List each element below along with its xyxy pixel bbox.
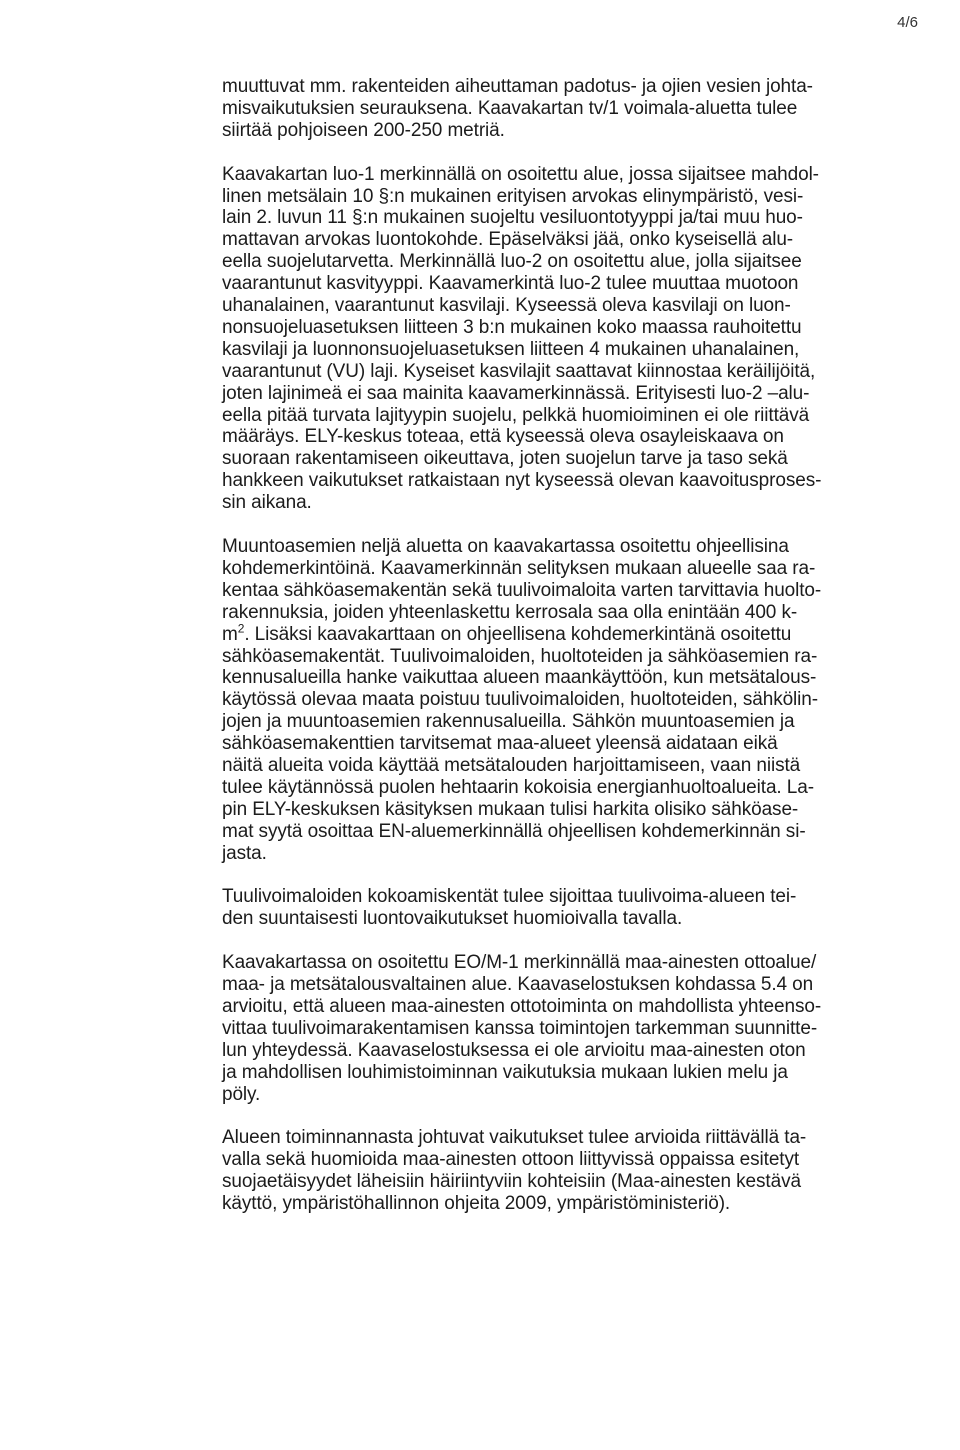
text-line: rakennuksia, joiden yhteenlaskettu kerrosala saa olla enintään 400 k-: [222, 601, 798, 623]
text-line: vaarantunut (VU) laji. Kyseiset kasvilajit saattavat kiinnostaa keräilijöitä,: [222, 360, 816, 382]
paragraph-4: [222, 886, 927, 930]
text-fragment: . Lisäksi kaavakarttaan on ohjeellisena kohdemerkintänä osoitettu: [244, 623, 792, 645]
text-fragment: m: [222, 623, 238, 645]
paragraph-6: [222, 1127, 927, 1215]
paragraph-3: [222, 536, 927, 865]
text-line: kentaa sähköasemakentän sekä tuulivoimaloita varten tarvittavia huolto-: [222, 579, 822, 601]
text-line: vaarantunut kasvityyppi. Kaavamerkintä luo-2 tulee muuttaa muotoon: [222, 273, 799, 295]
text-line: lain 2. luvun 11 §:n mukainen suojeltu vesiluontotyyppi ja/tai muu huo-: [222, 207, 803, 229]
paragraph-1: [222, 76, 927, 142]
text-line: uhanalainen, vaarantunut kasvilaji. Kyseessä oleva kasvilaji on luon-: [222, 295, 791, 317]
text-line: nonsuojeluasetuksen liitteen 3 b:n mukainen koko maassa rauhoitettu: [222, 316, 802, 338]
paragraph-2: [222, 164, 927, 515]
text-line-with-superscript: [222, 621, 927, 646]
text-line: näitä alueita voida käyttää metsätalouden harjoittamiseen, vaan niistä: [222, 755, 801, 777]
text-line: Muuntoasemien neljä aluetta on kaavakartassa osoitettu ohjeellisina: [222, 536, 789, 557]
text-line: käytössä olevaa maata poistuu tuulivoimaloiden, huoltoteiden, sähkölin-: [222, 689, 818, 711]
text-line: arvioitu, että alueen maa-ainesten ottotoiminta on mahdollista yhteenso-: [222, 996, 822, 1017]
text-line: määräys. ELY-keskus toteaa, että kyseessä oleva osayleiskaava on: [222, 426, 784, 448]
text-line: kohdemerkintöinä. Kaavamerkinnän selityksen mukaan alueelle saa ra-: [222, 557, 816, 579]
text-line: sähköasemakenttien tarvitsemat maa-alueet yleensä aidataan eikä: [222, 733, 778, 755]
superscript: 2: [237, 621, 245, 636]
text-line: tulee käytännössä puolen hehtaarin kokoisia energianhuoltoalueita. La-: [222, 776, 814, 798]
text-line: kennusalueilla hanke vaikuttaa alueen maankäyttöön, kun metsätalous-: [222, 667, 817, 689]
text-line: sin aikana.: [222, 492, 312, 514]
text-line: eella suojelutarvetta. Merkinnällä luo-2 on osoitettu alue, jolla sijaitsee: [222, 251, 802, 273]
text-line: sähköasemakentät. Tuulivoimaloiden, huoltoteiden ja sähköasemien ra-: [222, 645, 818, 667]
text-line: lun yhteydessä. Kaavaselostuksessa ei ole arvioitu maa-ainesten oton: [222, 1039, 806, 1061]
document-body: [222, 76, 927, 1215]
text-line: mat syytä osoittaa EN-aluemerkinnällä ohjeellisen kohdemerkinnän si-: [222, 820, 806, 842]
text-line: suojaetäisyydet läheisiin häiriintyviin kohteisiin (Maa-ainesten kestävä: [222, 1171, 801, 1193]
text-line: hankkeen vaikutukset ratkaistaan nyt kyseessä olevan kaavoitusproses-: [222, 470, 822, 492]
text-line: käyttö, ympäristöhallinnon ohjeita 2009, ympäristöministeriö).: [222, 1193, 731, 1215]
text-line: Alueen toiminnannasta johtuvat vaikutukset tulee arvioida riittävällä ta-: [222, 1127, 807, 1149]
text-line: joten lajinimeä ei saa mainita kaavamerkinnässä. Erityisesti luo-2 –alu-: [222, 382, 810, 404]
text-line: pöly.: [222, 1083, 261, 1105]
text-line: jojen ja muuntoasemien rakennusalueilla. Sähkön muuntoasemien ja: [222, 711, 795, 733]
text-line: valla sekä huomioida maa-ainesten ottoon liittyvissä oppaissa esitetyt: [222, 1149, 800, 1171]
text-line: linen metsälain 10 §:n mukainen erityisen arvokas elinympäristö, vesi-: [222, 185, 804, 207]
text-line: Tuulivoimaloiden kokoamiskentät tulee sijoittaa tuulivoima-alueen tei-: [222, 886, 797, 908]
page-number: 4/6: [897, 14, 918, 31]
text-line: muuttuvat mm. rakenteiden aiheuttaman padotus- ja ojien vesien johta-: [222, 76, 813, 97]
text-line: Kaavakartan luo-1 merkinnällä on osoitettu alue, jossa sijaitsee mahdol-: [222, 163, 819, 185]
text-line: jasta.: [222, 842, 267, 864]
text-line: suoraan rakentamiseen oikeuttava, joten suojelun tarve ja taso sekä: [222, 448, 788, 470]
text-line: vittaa tuulivoimarakentamisen kanssa toimintojen tarkemman suunnitte-: [222, 1017, 818, 1039]
text-line: eella pitää turvata lajityypin suojelu, pelkkä huomioiminen ei ole riittävä: [222, 404, 810, 426]
text-line: maa- ja metsätalousvaltainen alue. Kaavaselostuksen kohdassa 5.4 on: [222, 974, 814, 996]
text-line: siirtää pohjoiseen 200-250 metriä.: [222, 119, 505, 141]
paragraph-5: [222, 952, 927, 1105]
text-line: misvaikutuksien seurauksena. Kaavakartan tv/1 voimala-aluetta tulee: [222, 97, 798, 119]
text-line: pin ELY-keskuksen käsityksen mukaan tulisi harkita olisiko sähköase-: [222, 798, 799, 820]
text-line: den suuntaisesti luontovaikutukset huomioivalla tavalla.: [222, 908, 683, 930]
text-line: kasvilaji ja luonnonsuojeluasetuksen liitteen 4 mukainen uhanalainen,: [222, 338, 800, 360]
text-line: ja mahdollisen louhimistoiminnan vaikutuksia mukaan lukien melu ja: [222, 1061, 788, 1083]
text-line: mattavan arvokas luontokohde. Epäselväksi jää, onko kyseisellä alu-: [222, 229, 794, 251]
text-line: Kaavakartassa on osoitettu EO/M-1 merkinnällä maa-ainesten ottoalue/: [222, 952, 817, 974]
